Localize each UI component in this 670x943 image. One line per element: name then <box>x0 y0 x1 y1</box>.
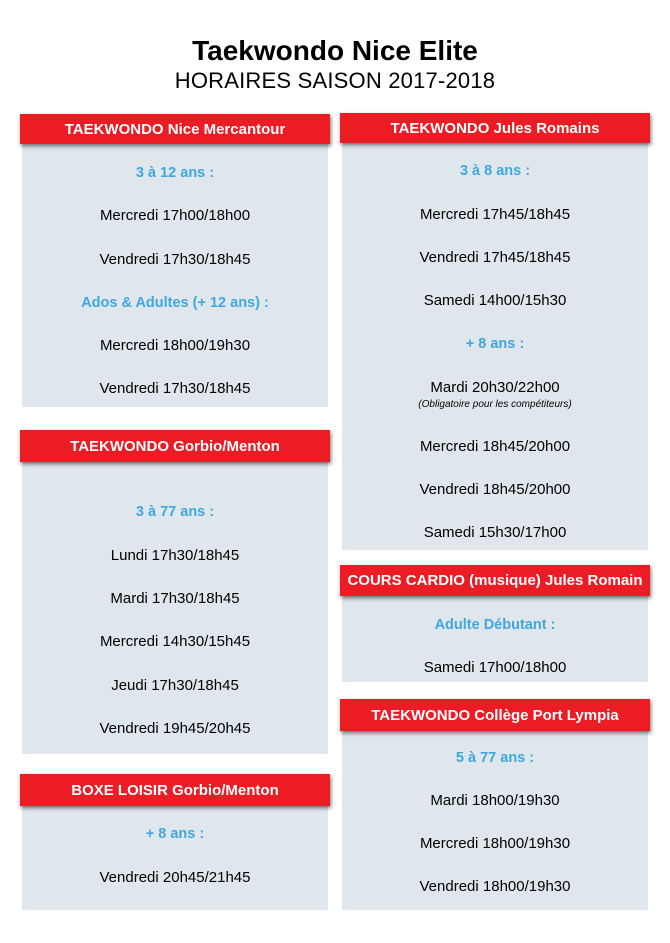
section-header-gorbio: TAEKWONDO Gorbio/Menton <box>20 430 330 462</box>
page-title: Taekwondo Nice Elite <box>192 35 478 66</box>
schedule-item: Vendredi 19h45/20h45 <box>99 720 251 737</box>
age-category: Adulte Débutant : <box>434 617 556 633</box>
schedule-note: (Obligatoire pour les compétiteurs) <box>418 399 572 410</box>
schedule-item: Mercredi 14h30/15h45 <box>99 633 251 650</box>
age-category: 3 à 8 ans : <box>459 163 531 179</box>
schedule-item: Mercredi 17h45/18h45 <box>419 206 571 223</box>
schedule-item: Mercredi 18h00/19h30 <box>419 835 571 852</box>
section-header-lympia: TAEKWONDO Collège Port Lympia <box>340 699 650 731</box>
section-header-boxe: BOXE LOISIR Gorbio/Menton <box>20 774 330 806</box>
age-category: Ados & Adultes (+ 12 ans) : <box>81 295 269 311</box>
schedule-item: Vendredi 17h30/18h45 <box>99 380 251 397</box>
schedule-item: Vendredi 20h45/21h45 <box>99 869 251 886</box>
schedule-item: Vendredi 18h45/20h00 <box>419 481 571 498</box>
schedule-item: Mardi 17h30/18h45 <box>110 590 240 607</box>
age-category: 3 à 77 ans : <box>135 504 215 520</box>
section-header-cardio: COURS CARDIO (musique) Jules Romain <box>340 565 650 596</box>
schedule-item: Samedi 17h00/18h00 <box>423 659 567 676</box>
page-subtitle: HORAIRES SAISON 2017-2018 <box>174 68 496 93</box>
schedule-item: Mercredi 17h00/18h00 <box>99 207 251 224</box>
schedule-item: Jeudi 17h30/18h45 <box>111 677 239 694</box>
age-category: + 8 ans : <box>145 826 205 842</box>
schedule-item: Samedi 15h30/17h00 <box>423 524 567 541</box>
section-header-mercantour: TAEKWONDO Nice Mercantour <box>20 114 330 144</box>
section-header-romains: TAEKWONDO Jules Romains <box>340 113 650 143</box>
schedule-item: Mardi 20h30/22h00 <box>430 379 560 396</box>
age-category: + 8 ans : <box>465 336 525 352</box>
schedule-item: Vendredi 17h30/18h45 <box>99 251 251 268</box>
schedule-item: Lundi 17h30/18h45 <box>110 547 240 564</box>
schedule-item: Mardi 18h00/19h30 <box>430 792 560 809</box>
age-category: 3 à 12 ans : <box>135 165 215 181</box>
age-category: 5 à 77 ans : <box>455 750 535 766</box>
schedule-item: Mercredi 18h00/19h30 <box>99 337 251 354</box>
schedule-item: Vendredi 17h45/18h45 <box>419 249 571 266</box>
schedule-item: Samedi 14h00/15h30 <box>423 292 567 309</box>
schedule-item: Vendredi 18h00/19h30 <box>419 878 571 895</box>
section-panel-boxe <box>22 800 328 910</box>
schedule-item: Mercredi 18h45/20h00 <box>419 438 571 455</box>
